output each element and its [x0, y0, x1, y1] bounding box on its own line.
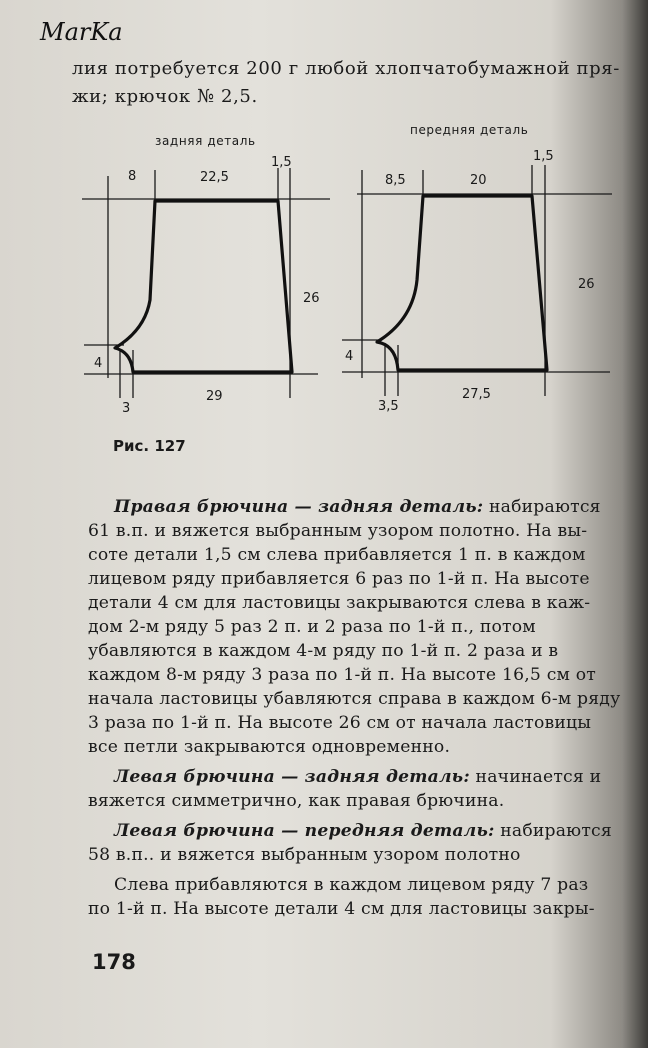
page-number: 178 — [92, 950, 136, 974]
text-line — [88, 819, 618, 843]
dim-label: 1,5 — [533, 149, 554, 164]
dim-label: 3 — [122, 401, 131, 416]
dim-label: 8,5 — [385, 173, 406, 188]
text-line: соте детали 1,5 см слева прибавляется 1 п. в каждом — [88, 545, 586, 565]
dim-label: 29 — [206, 389, 223, 404]
text-line: вяжется симметрично, как правая брючина. — [88, 791, 505, 811]
section-heading: Правая брючина — задняя деталь: — [114, 497, 484, 517]
dim-label: 4 — [345, 349, 354, 364]
text-line: 61 в.п. и вяжется выбранным узором полотно. На вы- — [88, 521, 588, 541]
watermark-signature: MarKa — [40, 18, 123, 46]
text-line: все петли закрываются одновременно. — [88, 737, 451, 757]
text-line: 3 раза по 1-й п. На высоте 26 см от начала ластовицы — [88, 713, 592, 733]
back-piece-title: задняя деталь — [155, 134, 256, 148]
section-heading: Левая брючина — передняя деталь: — [114, 821, 495, 841]
dim-label: 26 — [578, 277, 595, 292]
front-piece-outline — [377, 196, 547, 370]
text-fragment: набираются — [494, 821, 612, 841]
text-line: по 1-й п. На высоте детали 4 см для ластовицы закры- — [88, 899, 595, 919]
instructions-text — [88, 495, 621, 921]
text-line: Слева прибавляются в каждом лицевом ряду 7 раз — [114, 875, 589, 895]
front-piece-title: передняя деталь — [410, 123, 529, 137]
text-line: начала ластовицы убавляются справа в каждом 6-м ряду — [88, 689, 621, 709]
text-fragment: начинается и — [469, 767, 602, 787]
text-line: лицевом ряду прибавляется 6 раз по 1-й п. На высоте — [88, 569, 590, 589]
text-line — [88, 765, 618, 789]
text-line: детали 4 см для ластовицы закрываются слева в каж- — [88, 593, 591, 613]
dim-label: 8 — [128, 169, 137, 184]
text-line: каждом 8-м ряду 3 раза по 1-й п. На высоте 16,5 см от — [88, 665, 597, 685]
pattern-diagram — [0, 0, 648, 440]
dim-label: 22,5 — [200, 170, 229, 185]
section-heading: Левая брючина — задняя деталь: — [114, 767, 470, 787]
figure-caption: Рис. 127 — [113, 437, 186, 455]
dim-label: 26 — [303, 291, 320, 306]
dim-label: 20 — [470, 173, 487, 188]
text-fragment: набираются — [483, 497, 601, 517]
text-line: убавляются в каждом 4-м ряду по 1-й п. 2 раза и в — [88, 641, 559, 661]
dim-label: 3,5 — [378, 399, 399, 414]
back-piece-outline — [115, 201, 292, 372]
dim-label: 4 — [94, 356, 103, 371]
intro-line: лия потребуется 200 г любой хлопчатобумажной пря- — [72, 58, 620, 79]
text-line: дом 2-м ряду 5 раз 2 п. и 2 раза по 1-й п., потом — [88, 617, 536, 637]
dim-label: 1,5 — [271, 155, 292, 170]
text-line — [88, 495, 618, 519]
dim-label: 27,5 — [462, 387, 491, 402]
text-line: 58 в.п.. и вяжется выбранным узором полотно — [88, 845, 521, 865]
intro-line: жи; крючок № 2,5. — [72, 86, 258, 107]
